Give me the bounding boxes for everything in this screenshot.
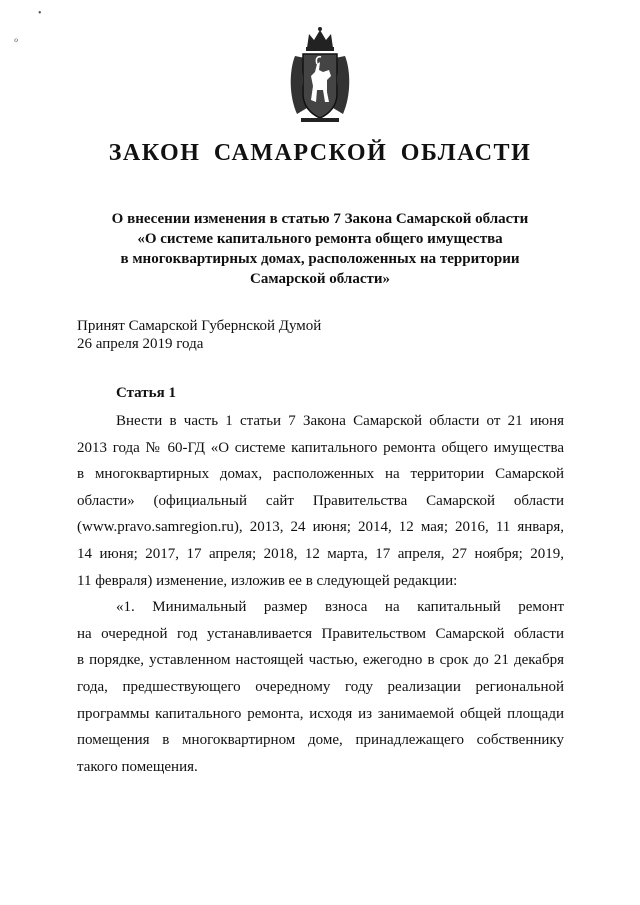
- paragraph-line: области» (официальный сайт Правительства Самарской области: [77, 492, 564, 509]
- paragraph-line: помещения в многоквартирном доме, принадлежащего собственнику: [77, 732, 564, 749]
- scan-mark: •: [38, 8, 42, 19]
- subtitle-line: Самарской области»: [250, 271, 390, 287]
- article-heading: Статья 1: [116, 385, 176, 401]
- paragraph-line: 14 июня; 2017, 17 апреля; 2018, 12 марта, 17 апреля, 27 ноября; 2019,: [77, 545, 564, 562]
- paragraph-line: на очередной год устанавливается Правительством Самарской области: [77, 625, 564, 642]
- paragraph-line: (www.pravo.samregion.ru), 2013, 24 июня; 2014, 12 мая; 2016, 11 января,: [77, 519, 564, 536]
- subtitle-line: в многоквартирных домах, расположенных на территории: [120, 251, 520, 267]
- paragraph-line: 11 февраля) изменение, изложив ее в следующей редакции:: [77, 572, 458, 589]
- paragraph-line: в порядке, уставленном настоящей частью, ежегодно в срок до 21 декабря: [77, 652, 564, 669]
- adoption-date: 26 апреля 2019 года: [77, 336, 204, 352]
- paragraph-line: года, предшествующего очередному году реализации региональной: [77, 678, 564, 695]
- paragraph-line: Внести в часть 1 статьи 7 Закона Самарской области от 21 июня: [116, 413, 564, 429]
- article-body: [77, 408, 564, 780]
- coat-of-arms-icon: [287, 26, 353, 126]
- adoption-info: [77, 317, 321, 353]
- paragraph-line: программы капитального ремонта, исходя из занимаемой общей площади: [77, 705, 564, 722]
- adoption-body: Принят Самарской Губернской Думой: [77, 318, 322, 334]
- paragraph-line: такого помещения.: [77, 758, 198, 775]
- paragraph-line: в многоквартирных домах, расположенных на территории Самарской: [77, 466, 564, 483]
- law-subtitle: [90, 209, 550, 289]
- subtitle-line: О внесении изменения в статью 7 Закона Самарской области: [111, 211, 529, 227]
- paragraph-line: «1. Минимальный размер взноса на капитальный ремонт: [116, 599, 564, 616]
- subtitle-line: «О системе капитального ремонта общего имущества: [137, 231, 503, 247]
- paragraph-line: 2013 года № 60-ГД «О системе капитального ремонта общего имущества: [77, 439, 564, 456]
- scan-mark: ℴ: [14, 34, 19, 44]
- law-title: ЗАКОН САМАРСКОЙ ОБЛАСТИ: [108, 140, 532, 166]
